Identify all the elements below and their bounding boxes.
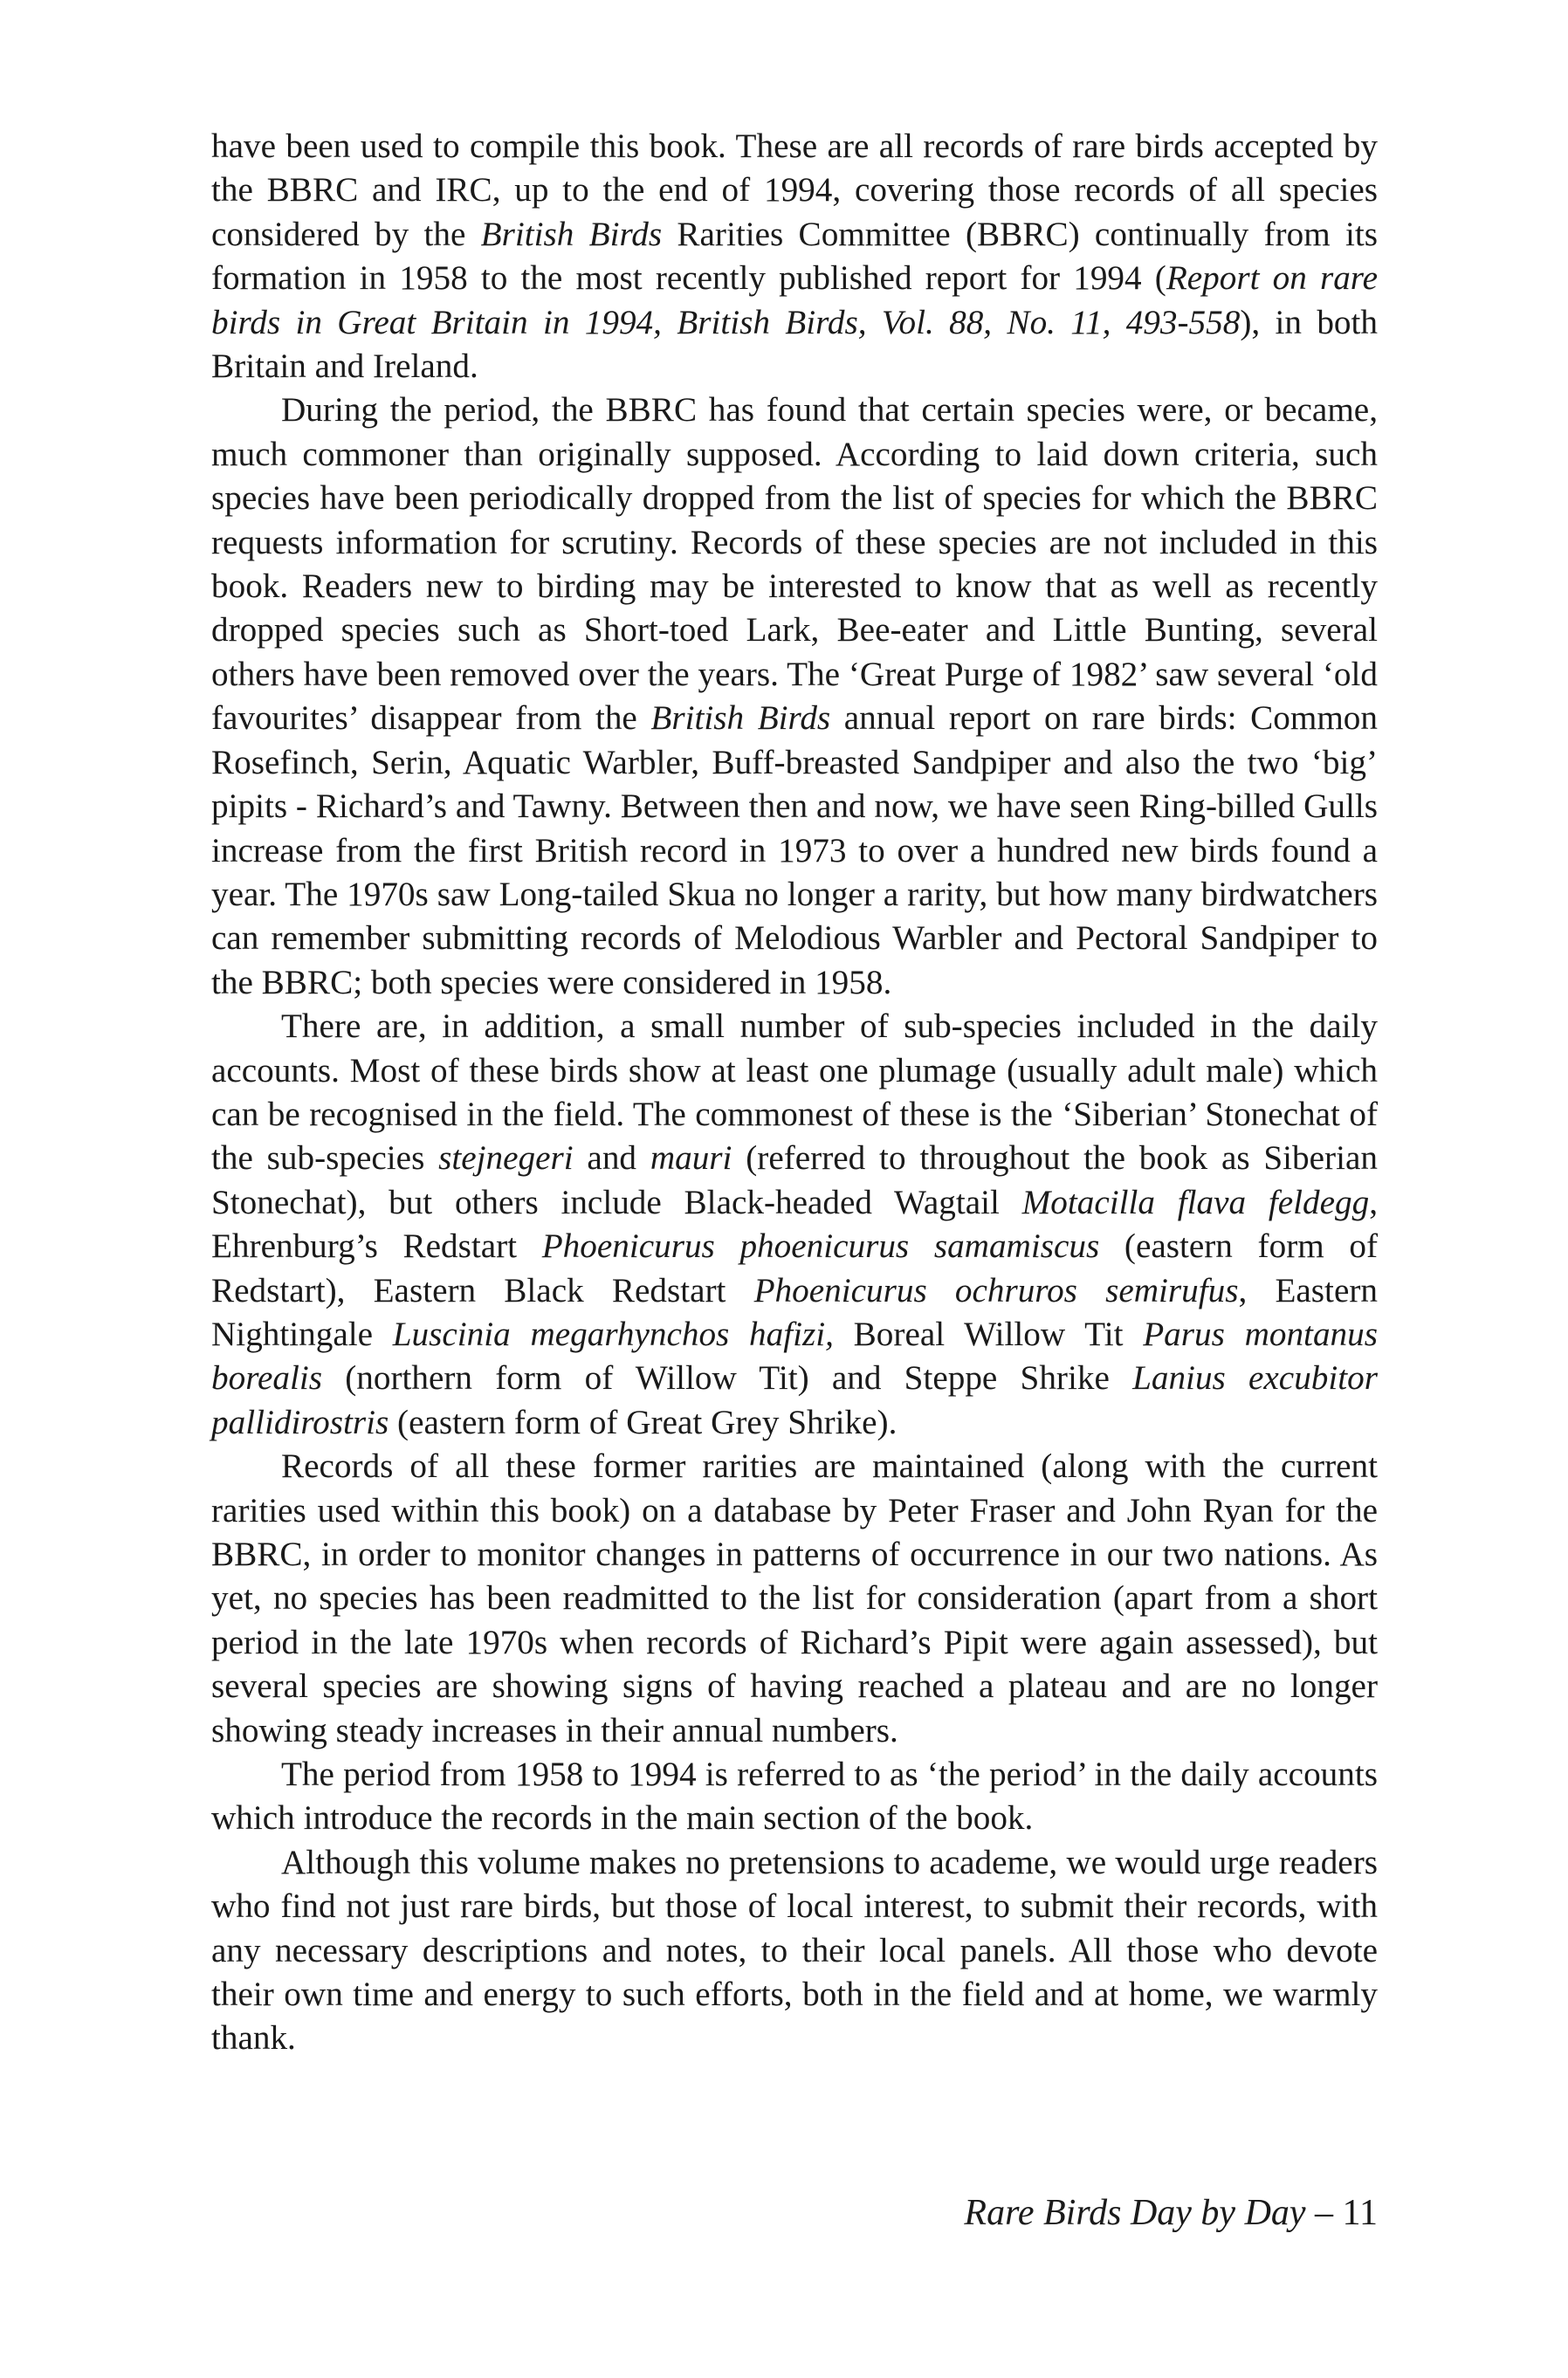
paragraph bbox=[211, 388, 1378, 1005]
footer-separator: – bbox=[1305, 2193, 1343, 2233]
paragraph bbox=[211, 1841, 1378, 2061]
text-run: Although this volume makes no pretensions to academe, we would urge readers who find not just rare birds, but those of local interest, to submit their records, with any necessary descriptions and notes, to their local panels. All those who devote their own time and energy to such efforts, both in the field and at home, we warmly thank. bbox=[211, 1843, 1378, 2058]
text-run: (eastern form of Great Grey Shrike). bbox=[389, 1403, 897, 1441]
text-run: , Eastern Nightingale bbox=[211, 1271, 1378, 1353]
italic-text: British Birds bbox=[480, 215, 663, 253]
italic-text: Lanius excubitor pallidirostris bbox=[211, 1359, 1378, 1441]
footer-book-title: Rare Birds Day by Day bbox=[964, 2193, 1306, 2233]
running-footer bbox=[964, 2191, 1378, 2235]
italic-text: Phoenicurus phoenicurus samamiscus bbox=[541, 1227, 1100, 1266]
text-run: have been used to compile this book. These are all records of rare birds accepted by the BBRC and IRC, up to the end of 1994, covering those records of all species considered by the bbox=[211, 127, 1378, 253]
text-run: ), in both Britain and Ireland. bbox=[211, 303, 1378, 386]
text-run: The period from 1958 to 1994 is referred to as ‘the period’ in the daily accounts which introduce the records in the main section of the book. bbox=[211, 1756, 1378, 1838]
italic-text: Motacilla flava feldegg bbox=[1021, 1183, 1370, 1221]
italic-text: Report on rare birds in Great Britain in 1994, British Birds, Vol. 88, No. 11, 493-558 bbox=[211, 259, 1378, 341]
italic-text: British Birds bbox=[650, 699, 831, 738]
text-run: (northern form of Willow Tit) and Steppe Shrike bbox=[322, 1359, 1133, 1398]
paragraph bbox=[211, 1005, 1378, 1445]
text-run: Rarities Committee (BBRC) continually from its formation in 1958 to the most recently published report for 1994 ( bbox=[211, 215, 1378, 298]
text-run: (referred to throughout the book as Siberian Stonechat), but others include Black-headed Wagtail bbox=[211, 1139, 1378, 1221]
italic-text: stejnegeri bbox=[438, 1139, 574, 1178]
paragraph bbox=[211, 1753, 1378, 1841]
body-text bbox=[211, 125, 1378, 2061]
italic-text: mauri bbox=[650, 1139, 732, 1178]
text-run: There are, in addition, a small number of sub-species included in the daily accounts. Most of these birds show at least one plumage (usually adult male) which can be recognised in the field. The commonest of these is the ‘Siberian’ Stonechat of the sub-species bbox=[211, 1007, 1378, 1178]
text-run: annual report on rare birds: Common Rosefinch, Serin, Aquatic Warbler, Buff-breasted Sandpiper and also the two ‘big’ pipits - Richard’s and Tawny. Between then and now, we have seen Ring-billed Gulls increase from the first British record in 1973 to over a hundred new birds found a year. The 1970s saw Long-tailed Skua no longer a rarity, but how many birdwatchers can remember submitting records of Melodious Warbler and Pectoral Sandpiper to the BBRC; both species were considered in 1958. bbox=[211, 699, 1378, 1001]
italic-text: Phoenicurus ochruros semirufus bbox=[753, 1271, 1239, 1309]
text-run: Boreal Willow Tit bbox=[833, 1315, 1144, 1353]
paragraph bbox=[211, 125, 1378, 388]
text-run: (eastern form of Redstart), Eastern Black Redstart bbox=[211, 1227, 1379, 1309]
italic-text: Luscinia megarhynchos hafizi, bbox=[392, 1315, 834, 1353]
italic-text: Parus montanus borealis bbox=[211, 1315, 1378, 1398]
text-run: During the period, the BBRC has found that certain species were, or became, much commoner than originally supposed. According to laid down criteria, such species have been periodically dropped from the list of species for which the BBRC requests information for scrutiny. Records of these species are not included in this book. Readers new to birding may be interested to know that as well as recently dropped species such as Short-toed Lark, Bee-eater and Little Bunting, several others have been removed over the years. The ‘Great Purge of 1982’ saw several ‘old favourites’ disappear from the bbox=[211, 391, 1378, 738]
text-run: , Ehrenburg’s Redstart bbox=[211, 1183, 1378, 1266]
page-number: 11 bbox=[1342, 2193, 1378, 2233]
paragraph bbox=[211, 1445, 1378, 1753]
text-run: and bbox=[573, 1139, 650, 1178]
text-run: Records of all these former rarities are maintained (along with the current rarities used within this book) on a database by Peter Fraser and John Ryan for the BBRC, in order to monitor changes in patterns of occurrence in our two nations. As yet, no species has been readmitted to the list for consideration (apart from a short period in the late 1970s when records of Richard’s Pipit were again assessed), but several species are showing signs of having reached a plateau and are no longer showing steady increases in their annual numbers. bbox=[211, 1447, 1378, 1749]
